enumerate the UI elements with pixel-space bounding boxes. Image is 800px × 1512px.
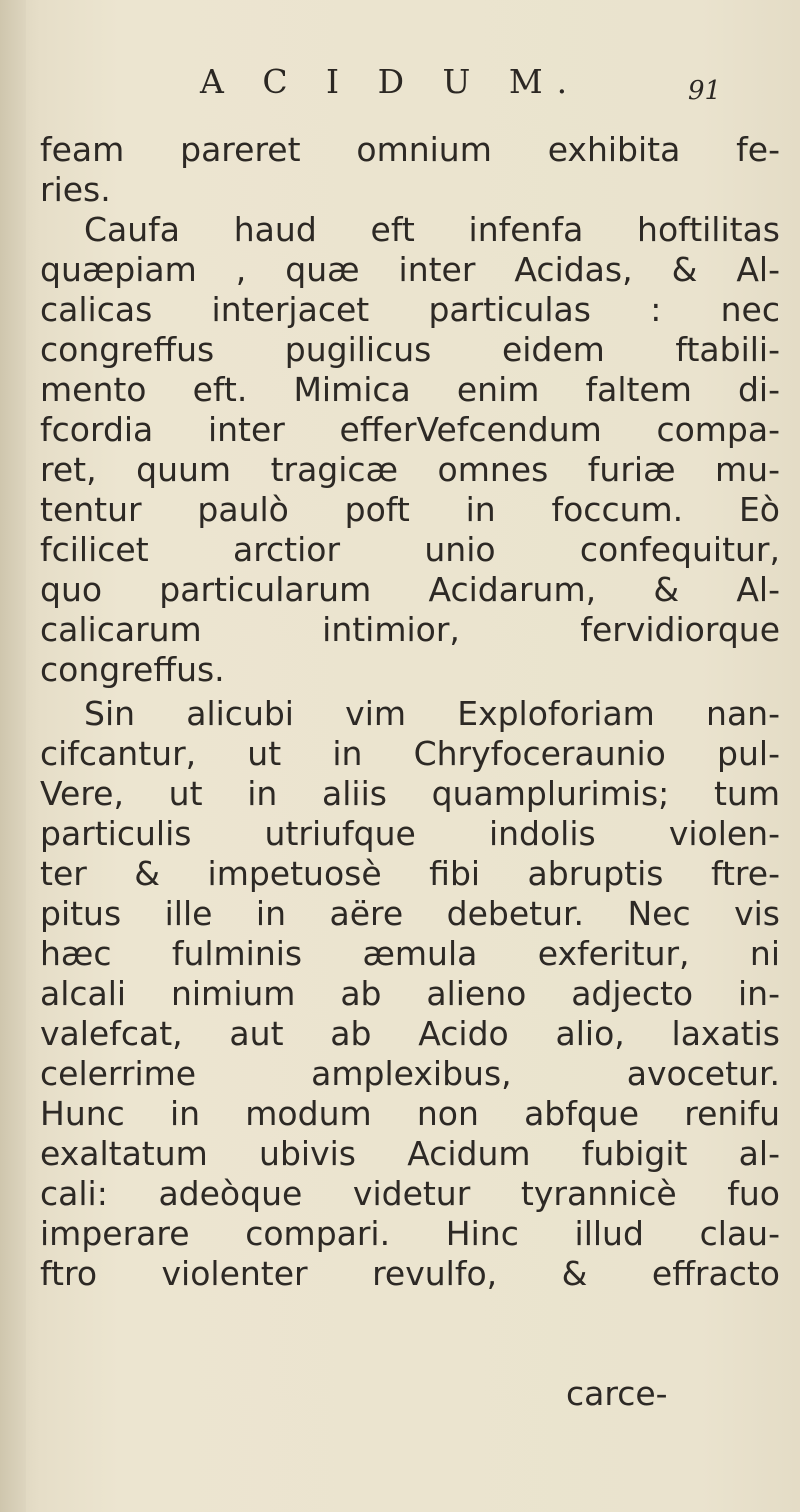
text-line: feam pareret omnium exhibita fe- — [40, 130, 780, 169]
text-line: pitus ille in aëre debetur. Nec vis — [40, 894, 780, 933]
text-line: ter & impetuosè fibi abruptis ftre- — [40, 854, 780, 893]
running-title: A C I D U M. — [200, 62, 582, 101]
text-line: cali: adeòque videtur tyrannicè fuo — [40, 1174, 780, 1213]
text-line: ret, quum tragicæ omnes furiæ mu- — [40, 450, 780, 489]
catchword: carce- — [566, 1374, 668, 1413]
text-line: calicarum intimior, fervidiorque — [40, 610, 780, 649]
text-line: congreffus pugilicus eidem ftabili- — [40, 330, 780, 369]
text-line: exaltatum ubivis Acidum fubigit al- — [40, 1134, 780, 1173]
text-line: alcali nimium ab alieno adjecto in- — [40, 974, 780, 1013]
text-line: Sin alicubi vim Exploforiam nan- — [84, 694, 780, 733]
text-line: particulis utriufque indolis violen- — [40, 814, 780, 853]
text-line: calicas interjacet particulas : nec — [40, 290, 780, 329]
text-line: hæc fulminis æmula exferitur, ni — [40, 934, 780, 973]
text-line: Hunc in modum non abfque renifu — [40, 1094, 780, 1133]
text-line: Vere, ut in aliis quamplurimis; tum — [40, 774, 780, 813]
text-line: tentur paulò poft in foccum. Eò — [40, 490, 780, 529]
page-gutter — [0, 0, 26, 1512]
text-line: fcilicet arctior unio confequitur, — [40, 530, 780, 569]
text-line: mento eft. Mimica enim faltem di- — [40, 370, 780, 409]
text-line: valefcat, aut ab Acido alio, laxatis — [40, 1014, 780, 1053]
page-number: 91 — [688, 76, 722, 106]
text-line: ries. — [40, 170, 111, 209]
text-line: cifcantur, ut in Chryfoceraunio pul- — [40, 734, 780, 773]
text-line: congreffus. — [40, 650, 225, 689]
text-line: quæpiam , quæ inter Acidas, & Al- — [40, 250, 780, 289]
text-line: ftro violenter revulfo, & effracto — [40, 1254, 780, 1293]
text-line: quo particularum Acidarum, & Al- — [40, 570, 780, 609]
text-line: celerrime amplexibus, avocetur. — [40, 1054, 780, 1093]
text-line: Caufa haud eft infenfa hoftilitas — [84, 210, 780, 249]
text-line: imperare compari. Hinc illud clau- — [40, 1214, 780, 1253]
text-line: fcordia inter efferVefcendum compa- — [40, 410, 780, 449]
